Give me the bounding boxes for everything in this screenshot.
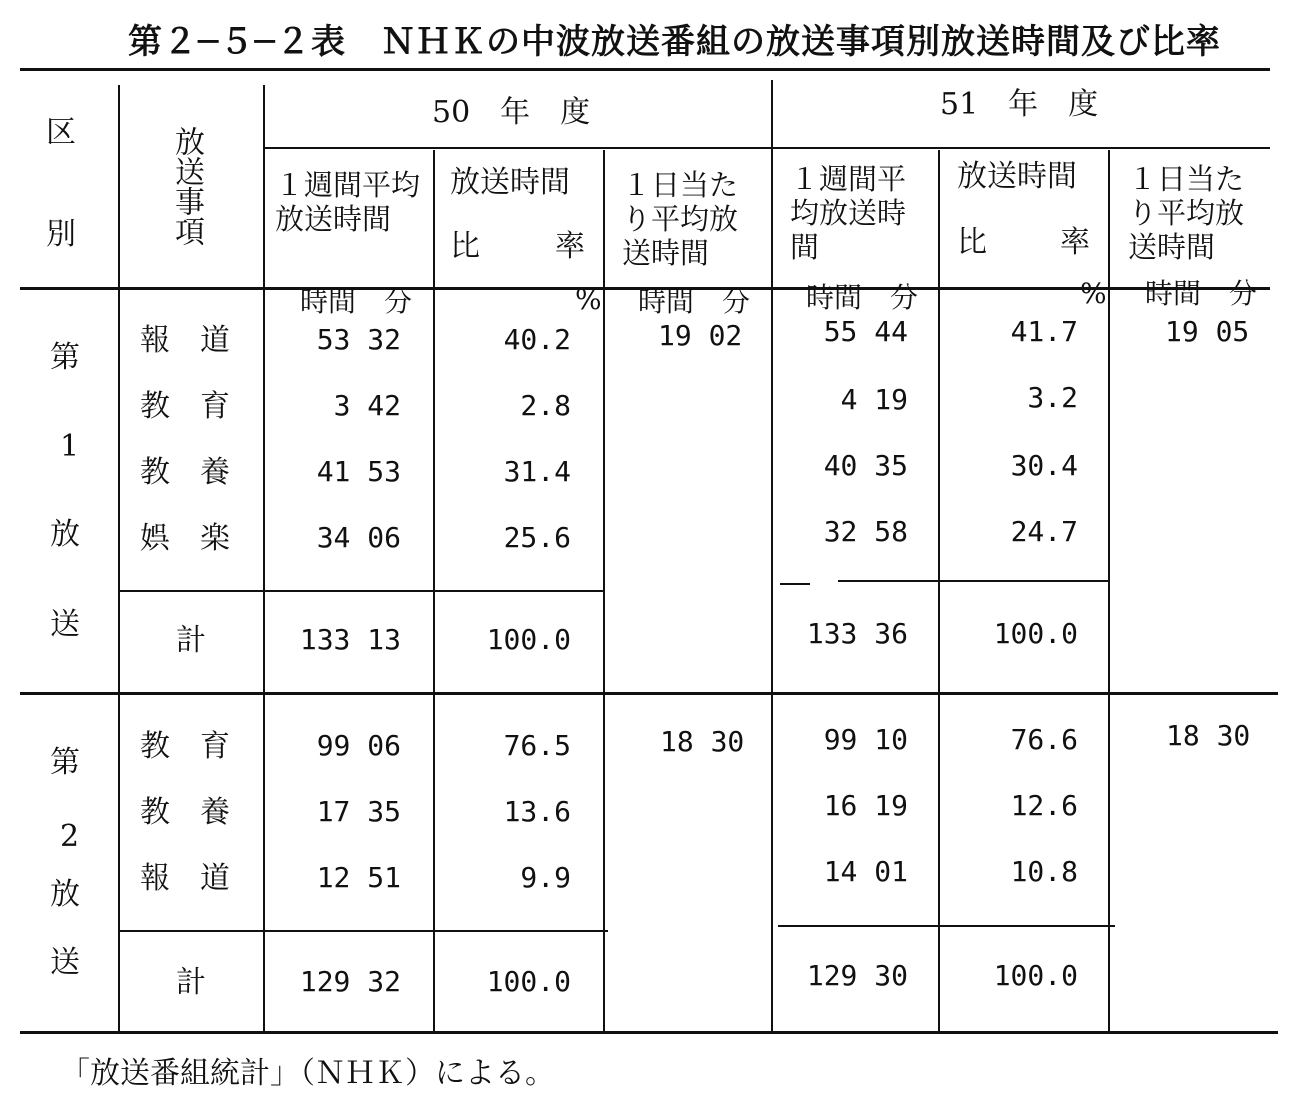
s1-row1-item: 報 道 — [140, 323, 230, 358]
col-divider-50-ratio — [433, 150, 435, 1031]
s2-row1-r51: 76.6 — [1010, 723, 1078, 756]
s2-total-w50: 129 32 — [299, 965, 401, 998]
s2-row2-w50: 17 35 — [316, 795, 401, 828]
s2-row1-w50: 99 06 — [316, 729, 401, 762]
s2-row1-item: 教 育 — [140, 729, 230, 764]
s2-total-item: 計 — [176, 965, 206, 1000]
s1-row1-w50: 53 32 — [316, 323, 401, 356]
s1-total-item: 計 — [176, 623, 206, 658]
unit-hm-daily-50: 時間 分 — [638, 285, 751, 318]
year-header-rule — [265, 147, 1270, 149]
s1-row3-item: 教 養 — [140, 455, 230, 490]
s2-daily51: 18 30 — [1166, 719, 1251, 752]
header-daily-avg-51: １日当たり平均放送時間 — [1128, 162, 1245, 264]
header-category-1: 区 — [46, 115, 76, 150]
section2-label-char2: 2 — [60, 819, 80, 854]
unit-hm-weekly-50: 時間 分 — [300, 285, 413, 318]
header-ratio-51-b: 率 — [1060, 225, 1090, 260]
s2-row3-item: 報 道 — [140, 861, 230, 896]
col-divider-year — [771, 80, 773, 1031]
section2-label-char4: 送 — [50, 945, 80, 980]
s1-row3-r50: 31.4 — [503, 455, 571, 488]
header-daily-avg-50: １日当たり平均放送時間 — [622, 168, 739, 270]
section2-label-char3: 放 — [50, 877, 80, 912]
s1-row1-r51: 41.7 — [1010, 315, 1078, 348]
s2-row3-w50: 12 51 — [316, 861, 401, 894]
unit-pct-51: % — [1080, 277, 1107, 310]
header-item — [166, 116, 206, 256]
s1-row2-r50: 2.8 — [520, 389, 571, 422]
unit-hm-weekly-51: 時間 分 — [806, 281, 919, 314]
s2-row1-r50: 76.5 — [503, 729, 571, 762]
s1-row1-r50: 40.2 — [503, 323, 571, 356]
s2-row2-r50: 13.6 — [503, 795, 571, 828]
unit-pct-50: % — [575, 283, 602, 316]
s1-row3-w51: 40 35 — [823, 449, 908, 482]
section2-total-rule-51 — [778, 925, 1115, 927]
s1-row4-r50: 25.6 — [503, 521, 571, 554]
header-weekly-avg-50: １週間平均放送時間 — [275, 168, 421, 236]
s2-row1-w51: 99 10 — [823, 723, 908, 756]
s1-row2-r51: 3.2 — [1027, 381, 1078, 414]
s1-row4-item: 娯 楽 — [140, 521, 230, 556]
s1-row2-item: 教 育 — [140, 389, 230, 424]
s1-row3-w50: 41 53 — [316, 455, 401, 488]
header-ratio-51-line1: 放送時間 — [957, 159, 1077, 194]
bottom-rule — [20, 1031, 1278, 1034]
section2-total-rule-50 — [120, 930, 608, 932]
section2-label-char1: 第 — [50, 745, 80, 780]
s1-total-w51: 133 36 — [806, 617, 908, 650]
s2-total-r51: 100.0 — [993, 959, 1078, 992]
s2-row3-w51: 14 01 — [823, 855, 908, 888]
s1-daily51: 19 05 — [1165, 315, 1250, 348]
header-ratio-51-a: 比 — [957, 225, 987, 260]
section1-total-rule-50 — [120, 590, 603, 592]
s2-row2-w51: 16 19 — [823, 789, 908, 822]
header-fy50: 50 年 度 — [432, 95, 591, 130]
s1-daily50: 19 02 — [658, 319, 743, 352]
top-rule — [20, 68, 1270, 71]
unit-hm-daily-51: 時間 分 — [1145, 277, 1258, 310]
s1-row2-w50: 3 42 — [333, 389, 401, 422]
header-ratio-50-line1: 放送時間 — [450, 165, 570, 200]
header-item-text: 放送事項 — [169, 126, 204, 246]
s2-row2-r51: 12.6 — [1010, 789, 1078, 822]
section-divider-rule — [20, 692, 1278, 695]
s1-row3-r51: 30.4 — [1010, 449, 1078, 482]
section1-label-char2: 1 — [60, 429, 80, 464]
section1-label-char3: 放 — [50, 517, 80, 552]
section1-total-rule-51b — [838, 580, 1108, 582]
s2-row3-r50: 9.9 — [520, 861, 571, 894]
col-divider-item — [263, 85, 265, 1031]
table-title: 第２─５─２表 ＮＨＫの中波放送番組の放送事項別放送時間及び比率 — [128, 22, 1221, 62]
col-divider-category — [118, 85, 120, 1031]
header-ratio-50-b: 率 — [555, 229, 585, 264]
header-ratio-50-a: 比 — [450, 229, 480, 264]
s1-row1-w51: 55 44 — [823, 315, 908, 348]
s1-row4-w51: 32 58 — [823, 515, 908, 548]
header-category-2: 別 — [46, 217, 76, 252]
s2-row3-r51: 10.8 — [1010, 855, 1078, 888]
section1-total-rule-51a — [780, 583, 810, 585]
section1-label-char1: 第 — [50, 340, 80, 375]
s1-row4-w50: 34 06 — [316, 521, 401, 554]
col-divider-51-daily — [1108, 150, 1110, 1031]
s2-total-w51: 129 30 — [806, 959, 908, 992]
s1-row4-r51: 24.7 — [1010, 515, 1078, 548]
s2-daily50: 18 30 — [660, 725, 745, 758]
col-divider-51-ratio — [938, 150, 940, 1031]
s1-row2-w51: 4 19 — [840, 383, 908, 416]
s1-total-r50: 100.0 — [486, 623, 571, 656]
col-divider-50-daily — [603, 150, 605, 1031]
source-note: 「放送番組統計」（ＮＨＫ）による。 — [60, 1056, 555, 1091]
s1-total-r51: 100.0 — [993, 617, 1078, 650]
section1-label-char4: 送 — [50, 607, 80, 642]
header-weekly-avg-51: １週間平均放送時間 — [790, 162, 907, 264]
s2-total-r50: 100.0 — [486, 965, 571, 998]
s2-row2-item: 教 養 — [140, 795, 230, 830]
header-fy51: 51 年 度 — [940, 87, 1099, 122]
s1-total-w50: 133 13 — [299, 623, 401, 656]
